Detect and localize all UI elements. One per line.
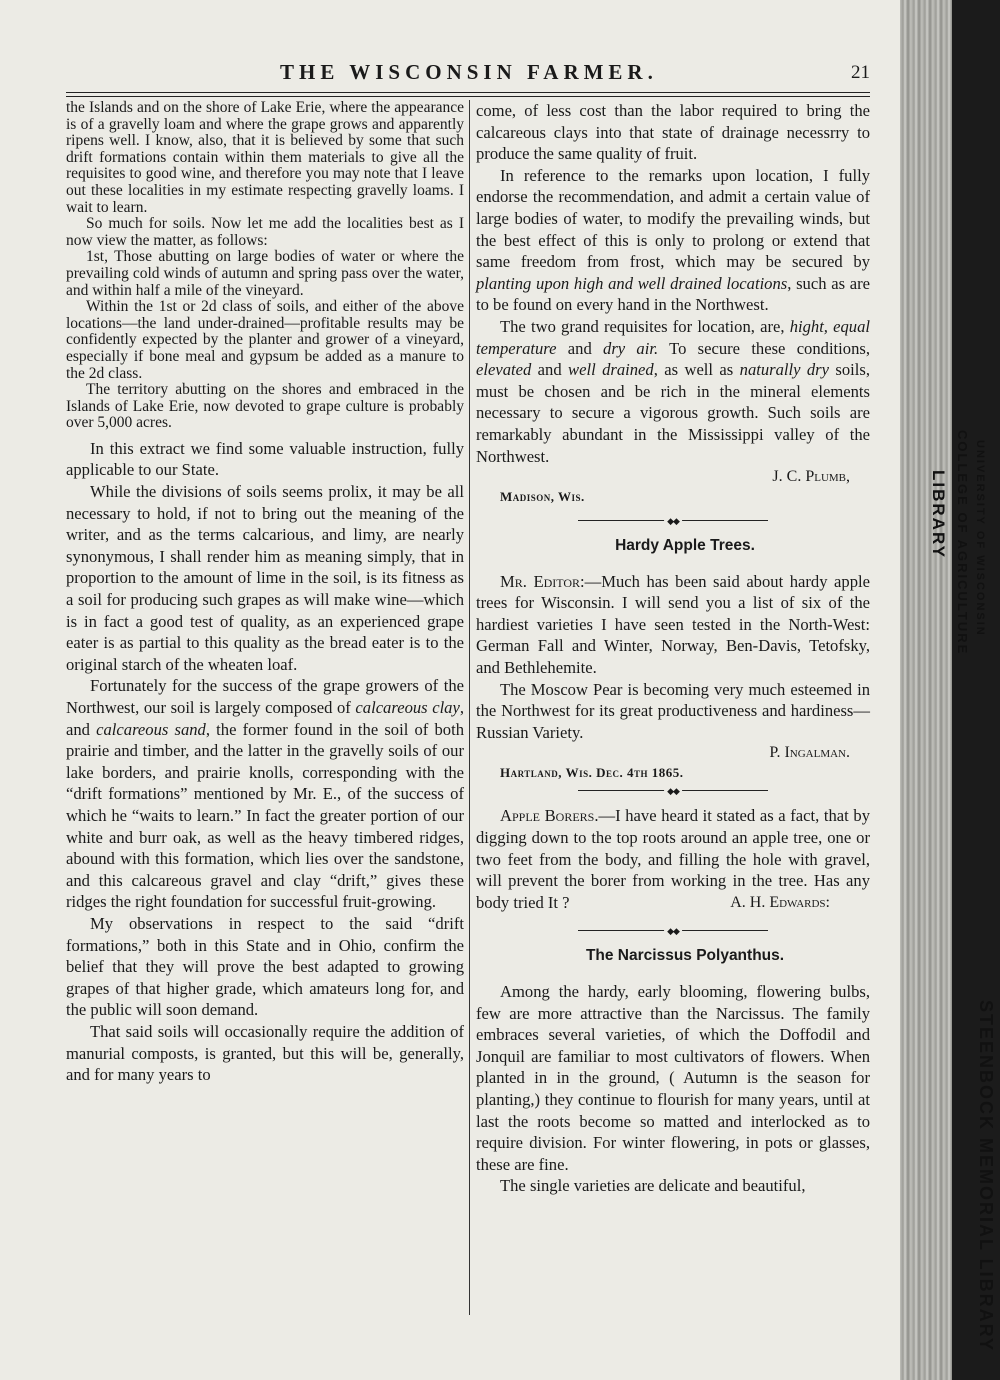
text-run: , such as are to be found on every hand in the Northwest. [476, 273, 870, 315]
header-rule [66, 92, 870, 93]
body-paragraph: The Moscow Pear is becoming very much esteemed in the Northwest for its great productiveness and hardiness—Russian Variety. [476, 679, 870, 742]
text-run: To secure these conditions, [658, 338, 870, 358]
signature: P. Ingalman. [769, 744, 850, 762]
signature: J. C. Plumb, [772, 468, 850, 486]
section-divider [578, 517, 768, 525]
text-run: The two grand requisites for location, are, [500, 316, 790, 336]
header-rule-2 [66, 96, 870, 97]
dateline: Hartland, Wis. Dec. 4th 1865. [500, 765, 684, 781]
spine-label-library: LIBRARY [929, 470, 948, 559]
extract-paragraph: the Islands and on the shore of Lake Erie, where the appearance is of a gravelly loam and where the grape grows and apparently ripens well. I know, also, that it is believed by some that such drift formations contain within them materials to give all the requisites to good wine, and therefore you may note that I leave out these localities in my estimate respecting gravelly loams. I wait to learn. [66, 99, 464, 216]
body-paragraph [66, 675, 464, 913]
extract-paragraph: Within the 1st or 2d class of soils, and either of the above locations—the land under-drained—profitable results may be confidently expected by the planter and grower of a vineyard, especially if bone meal and gypsum be added as a manure to the 2d class. [66, 298, 464, 382]
text-run: :—Much has been said about hardy apple trees for Wisconsin. I will send you a list of six of the hardiest varieties I have seen tested in the North-West: German Fall and Winter, Norway, Ben-Davis, Tetofsky, and Bethlehemite. [476, 571, 870, 678]
text-run: and [556, 338, 604, 358]
body-paragraph: While the divisions of soils seems prolix, it may be all necessary to hold, if not to bring out the meaning of the writer, and as the terms calcarious, and limy, are nearly synonymous, I shall render him as meaning simply, that in proportion to the amount of lime in the soil, is its fitness as a soil for producing such grapes as will make wine—which is in fact a good test of quality, as an experienced grape eater is as partial to this quality as the bread eater is to the original starch of the wheaten loaf. [66, 482, 464, 674]
article-heading: The Narcissus Polyanthus. [585, 947, 785, 965]
extract-paragraph: So much for soils. Now let me add the localities best as I now view the matter, as follows: [66, 215, 464, 249]
text-run: Fortunately for the success of the grape growers of the Northwest, our soil is largely composed of [66, 676, 464, 717]
emphasis: planting upon high and well drained locations [476, 273, 788, 293]
page-number: 21 [851, 62, 870, 83]
page-header [60, 58, 870, 88]
body-paragraph [476, 571, 870, 679]
emphasis: well drained [568, 360, 654, 380]
extract-paragraph: The territory abutting on the shores and embraced in the Islands of Lake Erie, now devoted to grape culture is probably over 5,000 acres. [66, 381, 464, 432]
emphasis: elevated [476, 360, 532, 380]
emphasis: hight, equal temperature [476, 316, 870, 358]
column-divider [469, 100, 470, 1315]
dateline: Madison, Wis. [500, 489, 585, 505]
text-run: , as well as [653, 360, 740, 380]
run-in-heading: Apple Borers. [500, 806, 599, 826]
body-paragraph: come, of less cost than the labor required to bring the calcareous clays into that state of drainage necessrry to produce the same quality of fruit. [476, 101, 870, 164]
section-divider [578, 787, 768, 795]
text-run: In reference to the remarks upon location, I fully endorse the recommendation, and admit a certain value of large bodies of water, to modify the prevailing winds, but the best effect of this is only to prolong or extend that same freedom from frost, which may be secured by [476, 165, 870, 272]
extract-paragraph: 1st, Those abutting on large bodies of water or where the prevailing cold winds of autumn and spring pass over the water, and within half a mile of the vineyard. [66, 248, 464, 299]
spine-label-memorial: STEENBOCK MEMORIAL LIBRARY [976, 1000, 996, 1353]
section-divider [578, 927, 768, 935]
spine-label-college: COLLEGE OF AGRICULTURE [955, 430, 970, 656]
left-column [66, 100, 464, 1086]
quoted-extract [66, 100, 464, 432]
journal-title: THE WISCONSIN FARMER. [280, 60, 658, 84]
signature: A. H. Edwards: [730, 894, 830, 912]
text-run: —I have heard it stated as a fact, that by digging down to the top roots around an apple tree, one or two feet from the body, and filling the hole with gravel, will prevent the borer from working in the tree. Has any body tried It ? [476, 806, 870, 912]
text-run: soils, must be chosen and be rich in the mineral elements necessary to secure a vigorous growth. Such soils are remarkably abundant in the Mississippi valley of the Northwest. [476, 360, 870, 466]
salutation: Mr. Editor [500, 571, 581, 591]
body-paragraph [476, 316, 870, 467]
spine-label-university: UNIVERSITY OF WISCONSIN [974, 440, 986, 637]
emphasis: calcareous sand [96, 719, 206, 739]
body-paragraph: That said soils will occasionally require the addition of manurial composts, is granted, but this will be, generally, and for many years to [66, 1021, 464, 1085]
body-paragraph: My observations in respect to the said “drift formations,” both in this State and in Ohio, confirm the belief that they will prove the best adapted to growing grapes of that higher grade, which amateurs long for, and the public will soon demand. [66, 913, 464, 1020]
right-column [476, 100, 870, 1197]
emphasis: naturally dry [739, 360, 829, 380]
body-paragraph: In this extract we find some valuable instruction, fully applicable to our State. [66, 438, 464, 480]
emphasis: calcareous clay [355, 698, 460, 717]
text-run: and [531, 360, 569, 380]
article-heading: Hardy Apple Trees. [615, 537, 755, 555]
body-paragraph: The single varieties are delicate and beautiful, [500, 1176, 806, 1196]
emphasis: dry air. [603, 338, 659, 358]
commentary [66, 438, 464, 1086]
text-run: , and [66, 698, 464, 739]
text-run: , the former found in the soil of both prairie and timber, and the latter in the gravelly soils of our lake borders, and prairie knolls, corresponding with the “drift formations” mentioned by Mr. E., of the success of which he “waits to learn.” In fact the greater portion of our white and burr oak, as well as the heavy timbered ridges, abound with this formation, which lies over the sandstone, and this calcareous gravel and clay “drift,” gives these ridges the right foundation for successful fruit-growing. [66, 719, 464, 912]
body-paragraph: Among the hardy, early blooming, flowering bulbs, few are more attractive than the Narcissus. The family embraces several varieties, of which the Doffodil and Jonquil are familiar to most cultivators of flowers. When planted in in the ground, ( Autumn is the season for planting,) they continue to flourish for many years, until at last the roots become so matted and interlocked as to require division. For winter flowering, in pots or glasses, these are fine. [476, 982, 870, 1174]
body-paragraph [476, 165, 870, 316]
